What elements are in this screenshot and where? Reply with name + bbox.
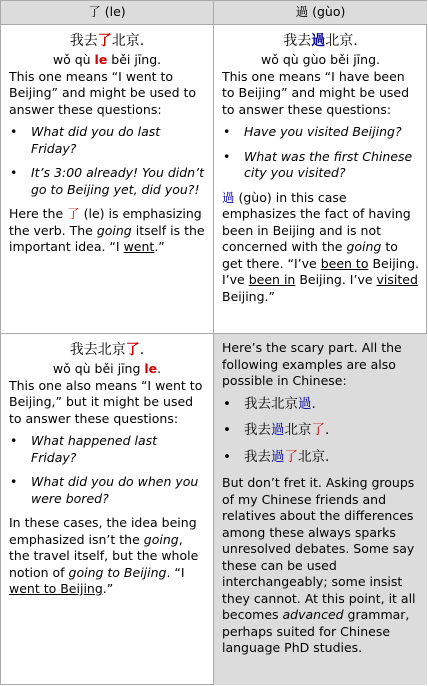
guo-cell	[213, 24, 427, 333]
header-guo: 過 (gùo)	[213, 0, 427, 24]
list-item: • What did you do last Friday?	[31, 124, 205, 157]
le-sentence: 我去了北京.	[69, 33, 145, 49]
le-end-explanation: In these cases, the idea being emphasized isn’t the going, the travel itself, but the whole notion of going to Beijing. “I went to Beijing.”	[9, 515, 199, 596]
le-question-list	[9, 124, 205, 198]
le-end-cell	[0, 333, 213, 685]
list-item: • 我去過北京了.	[244, 422, 419, 439]
guo-pinyin: wǒ qù gùo běi jīng.	[260, 52, 380, 67]
list-item: • What happened last Friday?	[31, 433, 205, 466]
le-intro: This one means “I went to Beijing” and might be used to answer these questions:	[9, 68, 197, 117]
le-end-intro: This one also means “I went to Beijing,” but it might be used to answer these questions:	[9, 377, 203, 426]
list-item: • 我去北京過.	[244, 396, 419, 413]
guo-explanation: 過 (gùo) in this case emphasizes the fact of having been in Beijing and is not concerned with the going to get there. “I’ve been to Beijing. I’ve been in Beijing. I’ve visited Beijing.”	[222, 189, 419, 304]
scary-outro: But don’t fret it. Asking groups of my Chinese friends and relatives about the differences among these always sparks unresolved debates. Some say these can be used interchangeably; some insist they cannot. At this point, it all becomes advanced grammar, perhaps suited for Chinese language PhD studies.	[222, 475, 416, 655]
le-end-question-list	[9, 433, 205, 507]
guo-sentence: 我去過北京.	[283, 33, 358, 49]
list-item: • It’s 3:00 already! You didn’t go to Beijing yet, did you?!	[31, 165, 205, 198]
list-item: • What did you do when you were bored?	[31, 474, 205, 507]
le-explanation: Here the 了 (le) is emphasizing the verb. The going itself is the important idea. “I went.”	[9, 206, 205, 254]
le-end-sentence: 我去北京了.	[69, 342, 145, 358]
guo-question-list	[222, 124, 419, 182]
guo-intro: This one means “I have been to Beijing” and might be used to answer these questions:	[222, 68, 410, 117]
scary-intro: Here’s the scary part. All the following examples are also possible in Chinese:	[222, 340, 402, 388]
example-list	[222, 396, 419, 466]
list-item: • 我去過了北京.	[244, 449, 419, 466]
list-item: • What was the first Chinese city you visited?	[244, 149, 419, 182]
le-pinyin: wǒ qù le běi jīng.	[52, 52, 162, 67]
le-cell	[0, 24, 213, 333]
le-end-pinyin: wǒ qù běi jīng le.	[52, 361, 162, 376]
header-le: 了 (le)	[0, 0, 213, 24]
list-item: • Have you visited Beijing?	[244, 124, 419, 141]
scary-cell	[213, 333, 427, 685]
